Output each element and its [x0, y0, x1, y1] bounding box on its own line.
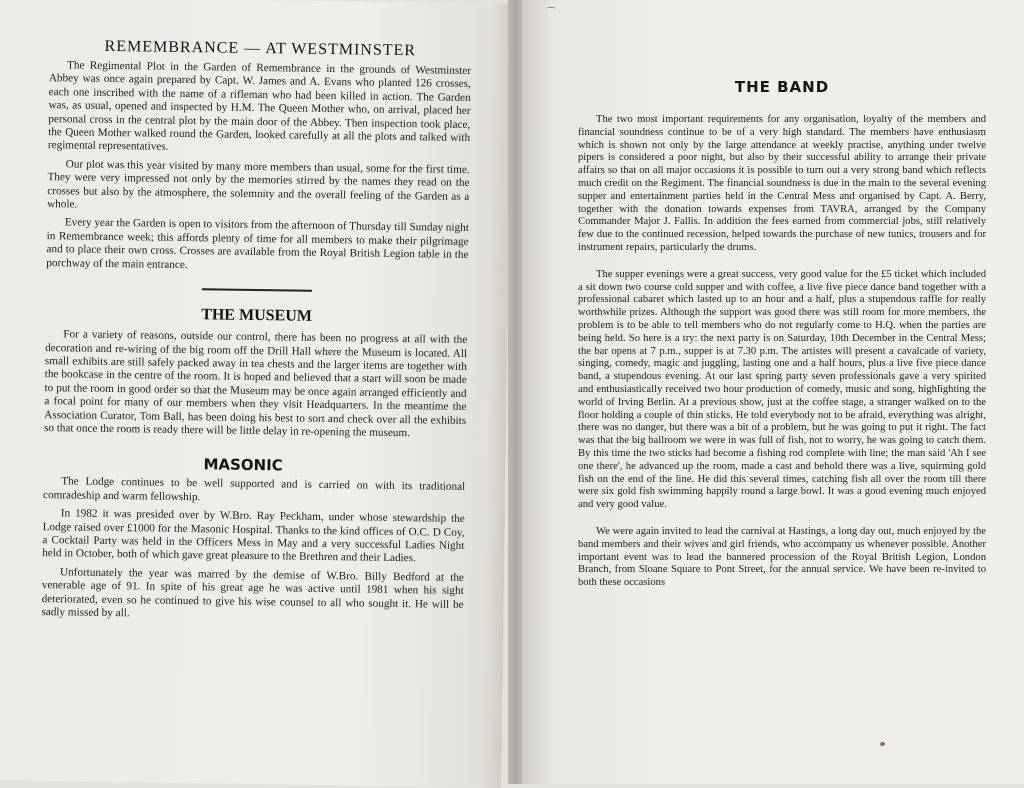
museum-heading: THE MUSEUM [201, 306, 313, 325]
masonic-paragraph-3: Unfortunately the year was marred by the demise of W.Bro. Billy Bedford at the venerable age of 91. In spite of his great age he was active until 1981 when his sight deteriorated, even so he continued to give his wise counsel to all who sought it. He will be sadly missed by all. [41, 566, 465, 620]
remembrance-heading: REMEMBRANCE — AT WESTMINSTER [104, 37, 417, 60]
masonic-paragraph-1: The Lodge continues to be well supported and is carried on with its traditional comradeship and warm fellowship. [42, 475, 466, 504]
remembrance-paragraph-1: The Regimental Plot in the Garden of Remembrance in the grounds of Westminster Abbey was once again prepared by Capt. W. James and A. Evans who planted 126 crosses, each one inscribed with the name of a rifleman who had been killed in action. The Garden was, as usual, opened and inspected by H.M. The Queen Mother who, on arrival, placed her personal cross in the central plot by the main door of the Abbey. Then inspection took place, the Queen Mother walked round the Garden, looked carefully at all the plots and talked with regimental representatives. [47, 59, 472, 154]
remembrance-paragraph-3: Every year the Garden is open to visitors from the afternoon of Thursday till Sunday night in Remembrance week; this affords plenty of time for all members to make their pilgrimage and to place their own cross. Crosses are available from the Royal British Legion table in the porchway of the main entrance. [46, 216, 469, 271]
band-heading: THE BAND [734, 78, 830, 96]
remembrance-section [46, 37, 471, 276]
right-page [522, 0, 1024, 784]
masonic-paragraph-2: In 1982 it was presided over by W.Bro. Ray Peckham, under whose stewardship the Lodge raised over £1000 for the Masonic Hospital. Thanks to the kind offices of O.C. D Coy, a Cocktail Party was held in the Officers Mess in May and a very successful Ladies Night held in October, both of which gave great pleasure to the Brethren and their Ladies. [42, 507, 465, 565]
masonic-heading: MASONIC [203, 455, 283, 475]
band-paragraph-1: The two most important requirements for any organisation, loyalty of the members and financial soundness continue to be of a very high standard. The members have enthusiasm which is shown not only by the large attendance at weekly practise, anything under twelve pipers is considered a poor night, but also by their successful ability to arrange their private affairs so that on all major occasions it is possible to turn out a very strong band which reflects much credit on the Regiment. The financial soundness is due in the main to the several evening supper and entertainment parties held in the Central Mess and organised by Capt. A. Berry, together with the donation towards expenses from TAVRA, arranged by the Company Commander Major J. Fallis. In addition the fees earned from commercial jobs, still relatively few due to the continued recession, helped towards the purchase of new tunics, trousers and for instrument repairs, particularly the drums. [578, 114, 986, 253]
band-paragraph-2: The supper evenings were a great success, very good value for the £5 ticket which included a sit down two course cold supper and with coffee, a live five piece dance band together with a professional cabaret which lasted up to an hour and a half, plus a stupendous raffle for really worthwhile prizes. Although the support was good there was still room for more members, the problem is to be able to tell members who do not regularly come to H.Q. when the parties are being held. So here is a try: the next party is on Saturday, 10th December in the Central Mess; the bar opens at 7 p.m., supper is at 7.30 p.m. The artistes will present a cavalcade of variety, singing, comedy, magic and juggling, lasting one and a half hours, plus a live five piece dance band, a stupendous evening. At our last spring party seven professionals gave a very spirited and enthusiastically received two hour production of comedy, music and song, highlighting the world of Irving Berlin. At a previous show, just at the coffee stage, a stranger walked on to the floor holding a couple of thin sticks. He told everybody not to be afraid, everything was alright, there was no danger, but there was a bit of a problem, but he was going to put it right. The fact was that the big ballroom we were in was full of fish, not to worry, he was going to catch them. By this time the two sticks had become a fishing rod complete with line; the man said 'Ah I see one there', he advanced up the room, made a cast and behold there was a live, squirming gold fish on the end of the line. He did this several times, catching fish all over the room till there were six gold fish swimming happily round a large bowl. It was a good evening much enjoyed and very good value. [578, 268, 986, 511]
museum-section [44, 304, 468, 441]
paper-speck [880, 742, 885, 746]
left-page [0, 0, 512, 787]
band-paragraph-3: We were again invited to lead the carnival at Hastings, a long day out, much enjoyed by the band members and their wives and girl friends, who accompany us whenever possible. Another important event was to lead the bannered procession of the Royal British Legion, London Branch, from Sloane Square to Pont Street, for the annual service. We have been re-invited to both these occasions [578, 525, 986, 589]
band-section [578, 78, 986, 590]
remembrance-paragraph-2: Our plot was this year visited by many more members than usual, some for the first time. They were very impressed not only by the memories stirred by the names they read on the crosses but also by the atmosphere, the solemnity and the overall feeling of the Garden as a whole. [47, 158, 470, 211]
museum-paragraph-1: For a variety of reasons, outside our control, there has been no progress at all with the decoration and re-wiring of the big room off the Drill Hall where the Museum is located. All small exhibits are still safely packed away in tea chests and the larger items are together with the bookcase in the centre of the room. It is hoped and believed that a start will soon be made to put the room in good order so that the Museum may be once again arranged efficiently and a focal point for many of our members when they visit Headquarters. In the meantime the Association Curator, Tom Ball, has been doing his best to sort and check over all the exhibits so that once the room is ready there will be little delay in re-opening the museum. [43, 328, 468, 440]
masonic-section [41, 453, 465, 625]
section-divider [202, 288, 312, 292]
pencil-mark: ⌒ [546, 8, 556, 19]
